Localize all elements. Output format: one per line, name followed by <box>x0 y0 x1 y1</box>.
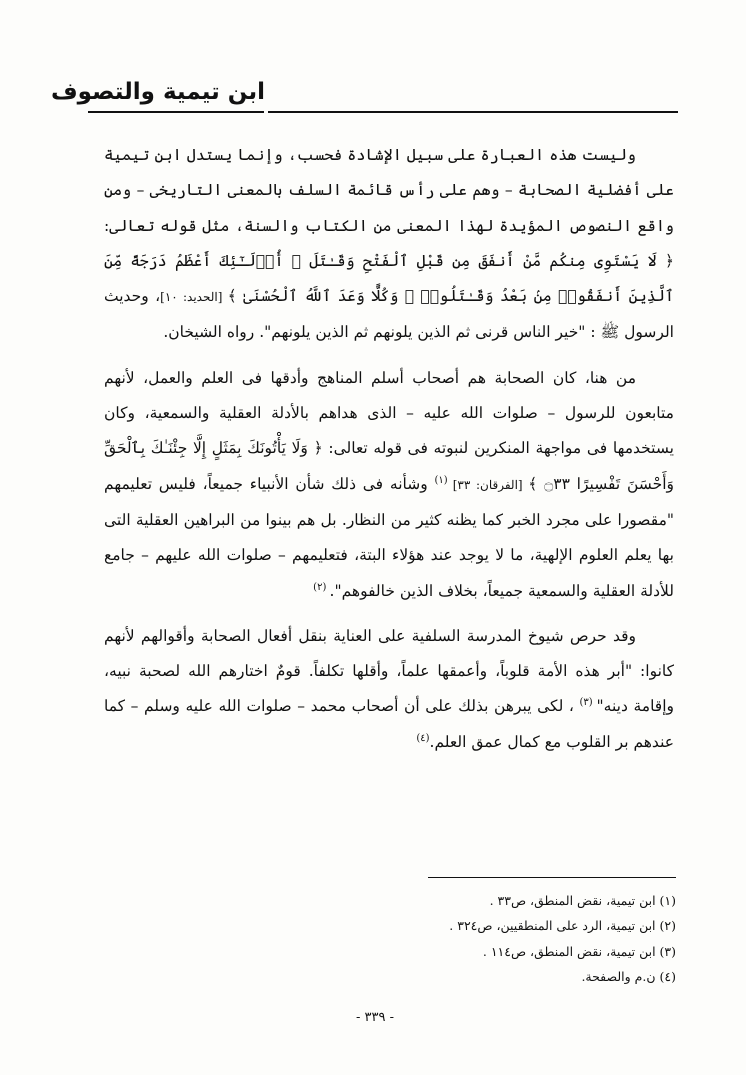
paragraph-text: وليست هذه العبارة على سبيل الإشادة فحسب، وإنما يستدل ابن تيمية على أفضلية الصحابة – وهم على رأس قائمة السلف بالمعنى التاريخى – ومن واقع النصوص المؤيدة لهذا المعنى من الكتاب والسنة، مثل قوله تعالى: <box>104 146 674 235</box>
header-rule <box>268 111 678 113</box>
body-text <box>104 138 674 760</box>
footnote-item: (١) ابن تيمية، نقض المنطق، ص٣٣ . <box>489 893 676 908</box>
page-number: - ٣٣٩ - <box>355 1010 394 1025</box>
paragraph <box>104 619 674 760</box>
footnote-marker: (٢) <box>313 581 330 593</box>
verse-reference: [الفرقان: ٣٣] <box>452 477 529 492</box>
running-header-title: ابن تيمية والتصوف <box>50 79 265 105</box>
paragraph-text: وقد حرص شيوخ المدرسة السلفية على العناية بنقل أفعال الصحابة وأقوالهم لأنهم كانوا: "أبر هذه الأمة قلوباً، وأعمقها علماً، وأقلها تكلفاً. قومٌ اختارهم الله لصحبة نبيه، وإقامة دينه" <box>104 626 675 716</box>
footnote-marker: (٤) <box>416 732 430 744</box>
footnote-separator <box>428 877 676 878</box>
paragraph-text: وشأنه فى ذلك شأن الأنبياء جميعاً، فليس تعليمهم "مقصورا على مجرد الخبر كما يظنه كثير من النظار. بل هم بينوا من البراهين العقلية التى بها يعلم العلوم الإلهية، ما لا يوجد عند هؤلاء البتة، فتعليمهم – صلوات الله عليهم – جامع للأدلة العقلية والسمعية جميعاً، بخلاف الذين خالفوهم". <box>104 474 674 600</box>
quran-verse: ﴿ لَا يَسْتَوِى مِنكُم مَّنْ أَنفَقَ مِن قَبْلِ ٱلْفَتْحِ وَقَـٰتَلَ ۚ أُو۟لَـٰٓئِكَ أَعْظَمُ دَرَجَةً مِّنَ ٱلَّذِينَ أَنفَقُوا۟ مِنۢ بَعْدُ وَقَـٰتَلُوا۟ ۚ وَكُلًّا وَعَدَ ٱللَّهُ ٱلْحُسْنَىٰ ﴾ <box>104 251 674 306</box>
paragraph <box>104 361 674 609</box>
quran-verse: ﴿ وَلَا يَأْتُونَكَ بِمَثَلٍ إِلَّا جِئْنَـٰكَ بِٱلْحَقِّ وَأَحْسَنَ تَفْسِيرًا ۝٣٣ ﴾ <box>104 439 674 493</box>
paragraph-text: ، لكى يبرهن بذلك على أن أصحاب محمد – صلوات الله عليه وسلم – كما عندهم بر القلوب مع كمال عمق العلم. <box>104 697 674 751</box>
footnote-marker: (١) <box>434 474 453 486</box>
verse-reference: [الحديد: ١٠] <box>160 290 228 305</box>
footnote-marker: (٣) <box>579 697 597 709</box>
footnote-item: (٤) ن.م والصفحة. <box>581 968 676 984</box>
paragraph-text: من هنا، كان الصحابة هم أصحاب أسلم المناهج وأدقها فى العلم والعمل، لأنهم متابعون للرسول – صلوات الله عليه – الذى هداهم بالأدلة العقلية والسمعية، وكان يستخدمها فى مواجهة المنكرين لنبوته فى قوله تعالى: <box>104 368 674 458</box>
header-rule-under-title <box>88 111 264 113</box>
paragraph <box>104 138 674 351</box>
footnotes <box>250 888 676 989</box>
footnote-item: (٣) ابن تيمية، نقض المنطق، ص١١٤ . <box>482 943 676 959</box>
footnote-item: (٢) ابن تيمية، الرد على المنطقيين، ص٣٢٤ . <box>449 918 676 934</box>
paragraph-text: ، وحديث الرسول ﷺ : "خير الناس قرنى ثم الذين يلونهم ثم الذين يلونهم". رواه الشيخان. <box>104 287 674 342</box>
